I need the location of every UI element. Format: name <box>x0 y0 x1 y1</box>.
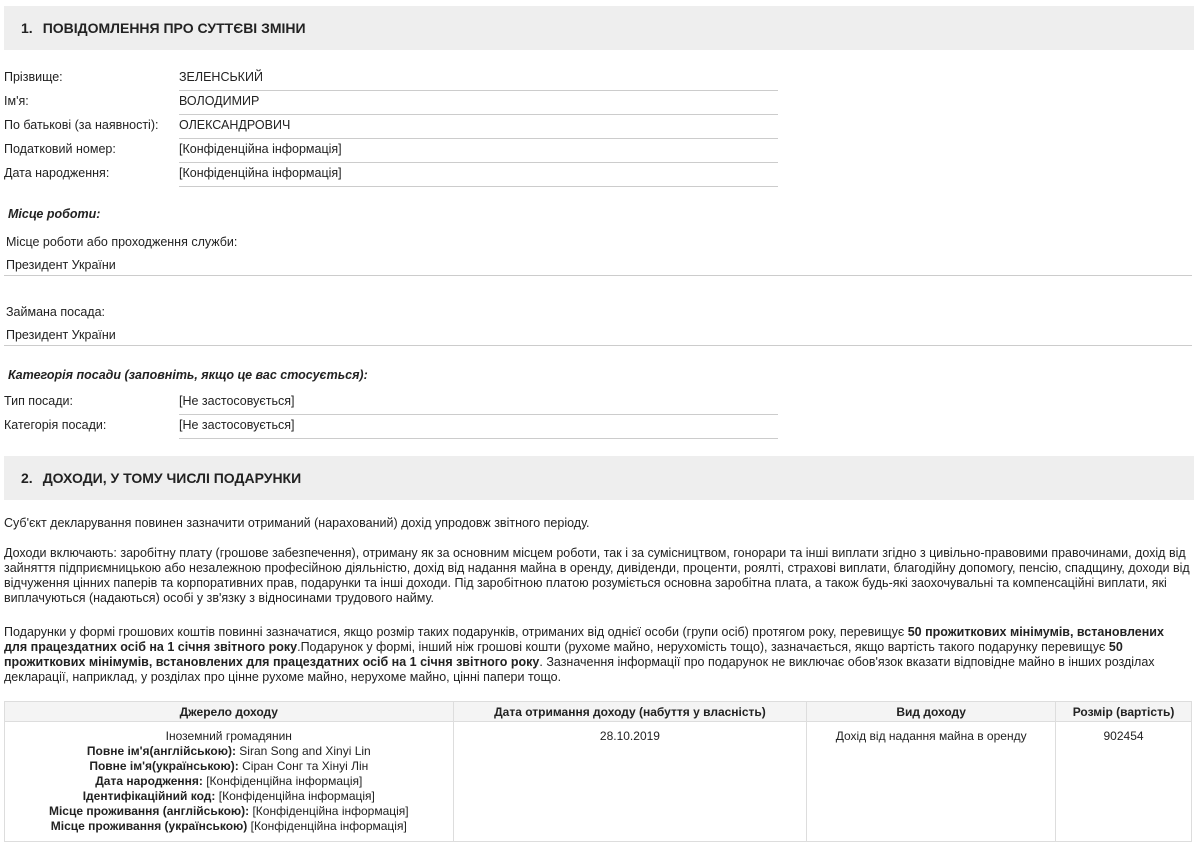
field-value: [Конфіденційна інформація] <box>179 166 778 187</box>
section-1-number: 1. <box>21 20 33 36</box>
section-1-title: ПОВІДОМЛЕННЯ ПРО СУТТЄВІ ЗМІНИ <box>42 20 306 36</box>
position-label: Займана посада: <box>6 305 105 319</box>
source-line: Повне ім'я(англійською): Siran Song and Xinyi Lin <box>86 744 371 758</box>
gifts-text-2: .Подарунок у формі, інший ніж грошові кошти (рухоме майно, нерухомість тощо), зазначається, якщо вартість такого подарунку перевищує <box>297 640 1109 654</box>
field-position-category <box>4 414 778 438</box>
source-type: Іноземний громадянин <box>165 729 292 743</box>
gifts-note <box>4 625 1190 685</box>
field-label: Податковий номер: <box>4 142 116 156</box>
source-line: Ідентифікаційний код: [Конфіденційна інформація] <box>82 789 375 803</box>
source-line: Місце проживання (українською) [Конфіденційна інформація] <box>50 819 407 833</box>
field-label: Категорія посади: <box>4 418 107 432</box>
field-label: Дата народження: <box>4 166 110 180</box>
section-2-number: 2. <box>21 470 33 486</box>
field-value: ЗЕЛЕНСЬКИЙ <box>179 70 778 91</box>
gifts-text-1: Подарунки у формі грошових коштів повинні зазначатися, якщо розмір таких подарунків, отриманих від однієї особи (групи осіб) протягом року, перевищує <box>4 625 908 639</box>
field-label: Прізвище: <box>4 70 63 84</box>
source-line: Місце проживання (англійською): [Конфіденційна інформація] <box>48 804 409 818</box>
field-label: Ім'я: <box>4 94 29 108</box>
col-header-amount: Розмір (вартість) <box>1056 702 1192 722</box>
table-row <box>5 722 1192 842</box>
field-position-type <box>4 390 778 414</box>
field-patronymic <box>4 114 778 138</box>
section-2-header <box>4 456 1194 500</box>
field-tax-number <box>4 138 778 162</box>
position-value: Президент України <box>6 328 116 342</box>
field-value: [Конфіденційна інформація] <box>179 142 778 163</box>
gifts-text-3: . Зазначення інформації про подарунок не виключає обов'язок вказати відповідне майно в інших розділах декларації, наприклад, у розділах про цінне рухоме майно, нерухоме майно, цінні папери тощо. <box>4 655 1155 684</box>
section-2-title: ДОХОДИ, У ТОМУ ЧИСЛІ ПОДАРУНКИ <box>42 470 302 486</box>
field-value: [Не застосовується] <box>179 418 778 439</box>
gifts-bold-1: 50 прожиткових мінімумів, встановлених для працездатних осіб на 1 січня звітного року <box>4 625 1164 654</box>
field-value: ВОЛОДИМИР <box>179 94 778 115</box>
field-label: Тип посади: <box>4 394 73 408</box>
work-place-value: Президент України <box>6 258 116 272</box>
income-intro: Суб'єкт декларування повинен зазначити отриманий (нарахований) дохід упродовж звітного періоду. <box>4 516 590 530</box>
col-header-source: Джерело доходу <box>5 702 454 722</box>
cell-date: 28.10.2019 <box>453 722 807 842</box>
field-value: ОЛЕКСАНДРОВИЧ <box>179 118 778 139</box>
field-name <box>4 90 778 114</box>
field-value: [Не застосовується] <box>179 394 778 415</box>
work-subtitle: Місце роботи: <box>8 207 101 221</box>
col-header-kind: Вид доходу <box>807 702 1056 722</box>
section-1-header <box>4 6 1194 50</box>
income-table <box>4 701 1192 842</box>
col-header-date: Дата отримання доходу (набуття у власність) <box>453 702 807 722</box>
source-line: Повне ім'я(українською): Сіран Сонг та Хінуі Лін <box>89 759 369 773</box>
field-birth-date <box>4 162 778 186</box>
work-place-label: Місце роботи або проходження служби: <box>6 235 238 249</box>
cell-amount: 902454 <box>1056 722 1192 842</box>
source-line: Дата народження: [Конфіденційна інформація] <box>95 774 363 788</box>
gifts-bold-2: 50 прожиткових мінімумів, встановлених для працездатних осіб на 1 січня звітного року <box>4 640 1123 669</box>
table-header-row <box>5 702 1192 722</box>
field-surname <box>4 66 778 90</box>
divider <box>4 345 1192 346</box>
divider <box>4 275 1192 276</box>
cell-kind: Дохід від надання майна в оренду <box>807 722 1056 842</box>
cell-source <box>5 722 454 842</box>
income-definition: Доходи включають: заробітну плату (грошове забезпечення), отриману як за основним місцем роботи, так і за сумісництвом, гонорари та інші виплати згідно з цивільно-правовими правочинами, дохід від зайняття підприємницькою або незалежною професійною діяльністю, дохід від надання майна в оренду, дивіденди, проценти, роялті, страхові виплати, благодійну допомогу, пенсію, спадщину, доходи від відчуження цінних паперів та корпоративних прав, подарунки та інші доходи. Під заробітною платою розуміється основна заробітна плата, а також будь-які заохочувальні та компенсаційні виплати, які виплачуються (надаються) особі у зв'язку з відносинами трудового найму. <box>4 546 1190 605</box>
category-subtitle: Категорія посади (заповніть, якщо це вас стосується): <box>8 368 368 382</box>
field-label: По батькові (за наявності): <box>4 118 159 132</box>
